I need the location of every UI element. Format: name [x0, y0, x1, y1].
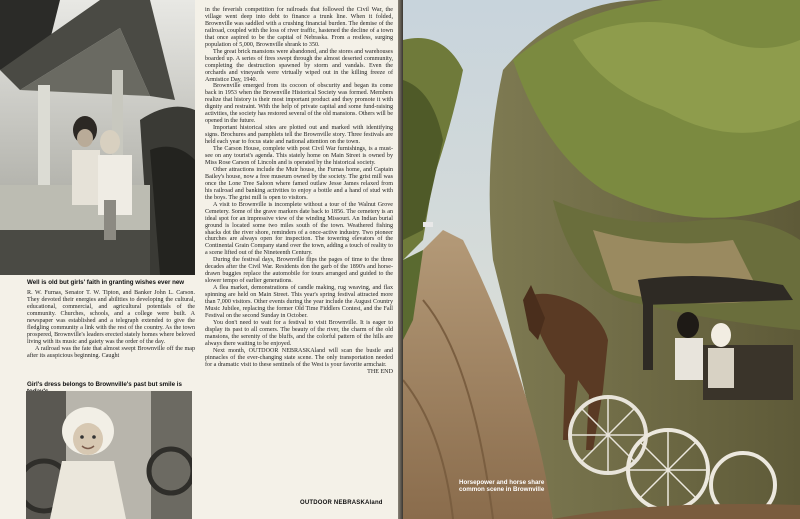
end-mark: THE END — [367, 368, 393, 375]
left-page — [0, 0, 398, 519]
paragraph: The Carson House, complete with post Civil War furnishings, is a must-see on any tourist's agenda. This stately home on Main Street is owned by Miss Rose Carson of Lincoln and is operated by the historical society. — [205, 146, 393, 166]
carriage-photo-illustration — [403, 0, 800, 519]
paragraph: R. W. Furnas, Senator T. W. Tipton, and Banker John L. Carson. They devoted their energies and abilities to developing the cultural, educational, commercial, and agricultural potentials of the community. Churches, schools, and a college were built. A newspaper was established and a telegraph extended to give the fledgling community a link with the rest of the country. As the town prospered, Brownville's leaders erected stately homes where beloved living with its music and gaiety was the order of the day. — [27, 290, 195, 345]
well-photo — [0, 0, 195, 275]
paragraph: A visit to Brownville is incomplete without a tour of the Walnut Grove Cemetery. Some of the grave markers date back to 1856. The cemetery is an ideal spot for an impressive view of the winding Missouri. An Indian burial ground is located some two miles south of the town. Weathered fishing shacks dot the river shore, reminders of a once-active industry. Two pioneer churches are always open for inspection. The towering elevators of the Continental Grain Company stand over the town, adding a touch of reality to a scene lifted out of the Nineteenth Century. — [205, 201, 393, 257]
carriage-photo-caption: Horsepower and horse share common scene in Brownville — [459, 479, 545, 494]
paragraph: Brownville emerged from its cocoon of obscurity and began its come back in 1953 when the Brownville Historical Society was formed. Members realize that history is their most important product and they promote it with dignity and restraint. With the help of private capital and some fund-raising activities, the society has restored several of the old mansions. Others will be opened in the future. — [205, 83, 393, 125]
girl-photo-caption: Girl's dress belongs to Brownville's past but smile is — [27, 381, 182, 388]
paragraph: The great brick mansions were abandoned, and the stores and warehouses boarded up. A series of fires swept through the almost deserted community, completing the destruction spawned by storm and vandals. Even the orchards and vineyards were virtually wiped out in the killing freeze of Armistice Day, 1940. — [205, 48, 393, 83]
paragraph: in the feverish competition for railroads that followed the Civil War, the village went deep into debt to finance a trunk line. When it folded, Brownville was saddled with a crushing financial burden. The demise of the railroad, coupled with the loss of river traffic, hastened the decline of a town that once aspired to be the capital of Nebraska. From a restless, surging population of 5,000, Brownville shrank to 350. — [205, 7, 393, 48]
paragraph: Important historical sites are plotted out and marked with identifying signs. Brochures and pamphlets tell the Brownville story. Three festivals are held each year to focus state and national attention on the town. — [205, 125, 393, 146]
right-page-photo — [403, 0, 800, 519]
article-left-column — [27, 290, 195, 360]
paragraph: During the festival days, Brownville flips the pages of time to the three decades after the Civil War. Residents don the garb of the 1890's and horse-drawn buggies replace the automobile for tours arranged and guided to the slower tempo of earlier generations. — [205, 257, 393, 285]
girl-photo-illustration — [26, 391, 192, 519]
well-photo-illustration — [0, 0, 195, 275]
paragraph: A railroad was the fate that almost swept Brownville off the map after its auspicious beginning. Caught — [27, 345, 195, 359]
paragraph: A flea market, demonstrations of candle making, rug weaving, and flax spinning are held on Main Street. This year's spring festival attracted more than 7,000 visitors. Other events during the year include the August Country Music Jubilee, replacing the former Old Time Fiddlers Contest, and the Fall Festival on the second Sunday in October. — [205, 285, 393, 319]
paragraph: Other attractions include the Muir house, the Furnas home, and Captain Bailey's house, now a free museum owned by the society. The grist mill was once the Lone Tree Saloon where famed outlaw Jesse James relaxed from his railroad and banking activities to enjoy a bottle and a hand of stud with the boys. The grist mill is open to visitors. — [205, 166, 393, 201]
well-photo-caption: Well is old but girls' faith in granting wishes ever new — [27, 279, 185, 286]
girl-photo — [26, 391, 192, 519]
magazine-footer: OUTDOOR NEBRASKAland — [300, 500, 383, 506]
paragraph: You don't need to wait for a festival to visit Brownville. It is eager to display its past to all comers. The beauty of the river, the charm of the old mansions, the serenity of the bluffs, and the colorful pattern of the hills are always there waiting to be enjoyed. — [205, 319, 393, 347]
paragraph: Next month, OUTDOOR NEBRASKAland will scan the bustle and pinnacles of the ever-changing state scene. The only transportation needed for a dramatic visit to these sentinels of the West is your favorite armchair. — [205, 347, 393, 368]
article-right-column — [205, 7, 393, 376]
